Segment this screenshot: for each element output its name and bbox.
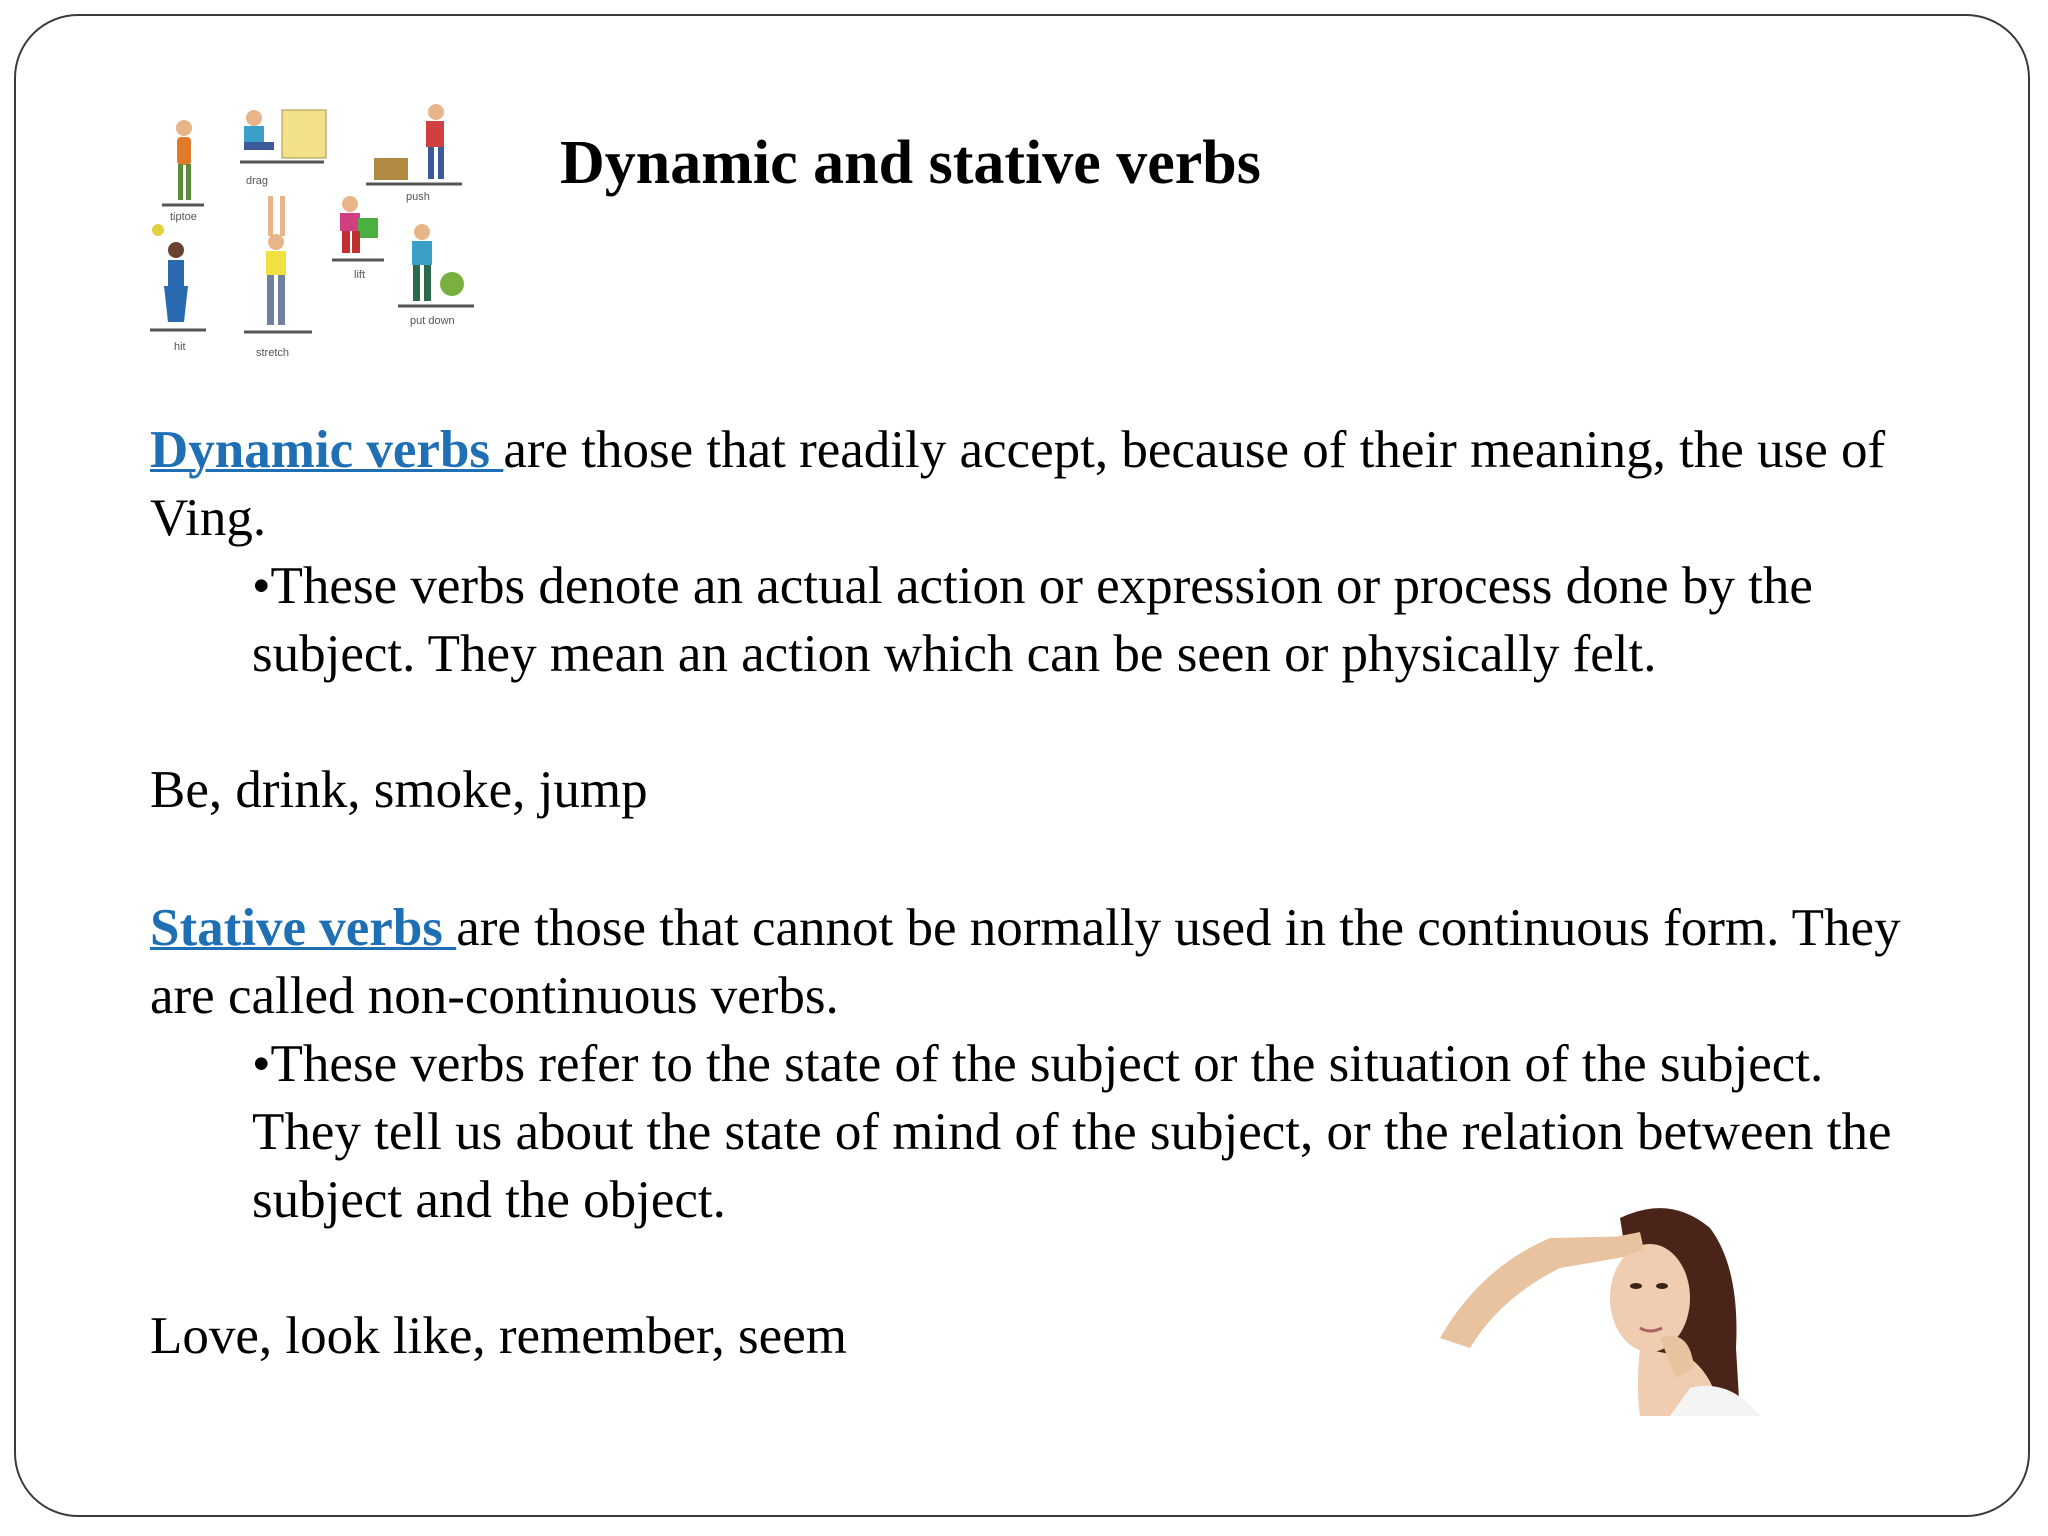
dynamic-verbs-examples: Be, drink, smoke, jump — [150, 761, 648, 819]
lift-figure — [332, 196, 384, 281]
svg-text:put down: put down — [410, 315, 455, 327]
action-verbs-clipart — [144, 100, 480, 382]
drag-figure — [240, 110, 326, 187]
put-down-figure — [398, 224, 474, 327]
dynamic-verbs-bullet: •These verbs denote an actual action or expression or process done by the subject. They mean an action which can be seen or physically felt. — [252, 557, 1813, 683]
svg-text:hit: hit — [174, 341, 186, 353]
svg-text:stretch: stretch — [256, 347, 290, 359]
stative-verbs-link[interactable]: Stative verbs — [150, 899, 457, 957]
stative-verbs-bullet: •These verbs refer to the state of the subject or the situation of the subject. They tell us about the state of mind of the subject, or the relation between the subject and the object. — [252, 1035, 1892, 1229]
hit-figure — [150, 224, 206, 353]
tiptoe-figure — [162, 120, 204, 223]
dynamic-verbs-definition — [150, 416, 1910, 552]
stative-verbs-examples: Love, look like, remember, seem — [150, 1307, 847, 1365]
dynamic-verbs-definition-text: are those that readily accept, because of their meaning, the use of Ving. — [150, 421, 1886, 547]
stative-verbs-definition-text: are those that cannot be normally used in the continuous form. They are called non-continuous verbs. — [150, 899, 1901, 1025]
svg-text:lift: lift — [354, 269, 365, 281]
svg-text:tiptoe: tiptoe — [170, 211, 197, 223]
stretch-figure — [244, 196, 312, 359]
dynamic-verbs-link[interactable]: Dynamic verbs — [150, 421, 504, 479]
slide-title: Dynamic and stative verbs — [560, 129, 1261, 197]
svg-text:drag: drag — [246, 175, 269, 187]
svg-text:push: push — [406, 191, 430, 203]
stative-verbs-definition — [150, 894, 1910, 1030]
thinking-woman-illustration — [1440, 1198, 1760, 1416]
push-figure — [366, 104, 462, 203]
